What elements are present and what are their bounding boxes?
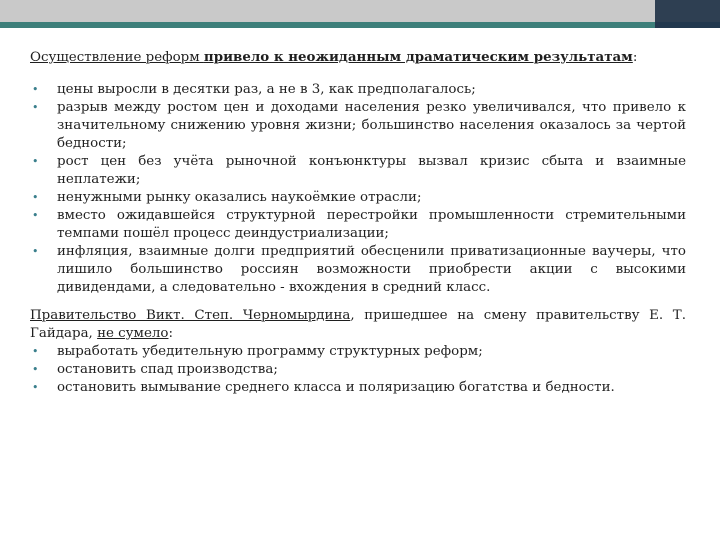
list-item: • вместо ожидавшейся структурной перестройки промышленности стремительными темпами пошёл процесс деиндустриализации;	[32, 208, 686, 241]
bullet-icon: •	[32, 209, 39, 222]
bullet-icon: •	[32, 83, 39, 96]
list-item: • цены выросли в десятки раз, а не в 3, как предполагалось;	[32, 82, 476, 97]
bullet-icon: •	[32, 381, 39, 394]
list-item: • ненужными рынку оказались наукоёмкие отрасли;	[32, 190, 422, 205]
intro-colon: :	[632, 50, 638, 65]
list-item: • остановить спад производства;	[32, 362, 278, 377]
government-paragraph	[30, 307, 686, 343]
bullet-icon: •	[32, 245, 39, 258]
government-colon: :	[168, 326, 173, 341]
government-failed: не сумело	[97, 326, 169, 341]
intro-emphasis: привело к неожиданным драматическим результатам	[203, 49, 633, 65]
government-name: Правительство Викт. Степ. Черномырдина	[30, 308, 351, 323]
government-middle: , пришедшее на смену правительству Е. Т. Гайдара,	[30, 308, 686, 341]
bullet-icon: •	[32, 363, 39, 376]
accent-stripe	[0, 22, 720, 28]
results-list	[30, 81, 686, 297]
accent-corner-block	[655, 22, 720, 28]
header-bar	[0, 0, 720, 22]
list-item: • остановить вымывание среднего класса и поляризацию богатства и бедности.	[32, 380, 615, 395]
slide-content	[30, 48, 686, 397]
list-item: • инфляция, взаимные долги предприятий обесценили приватизационные ваучеры, что лишило большинство россиян возможности приобрести акции с высокими дивидендами, а следовательно - вхождения в средний класс.	[32, 244, 686, 295]
bullet-icon: •	[32, 101, 39, 114]
list-item: • рост цен без учёта рыночной конъюнктуры вызвал кризис сбыта и взаимные неплатежи;	[32, 154, 686, 187]
bullet-icon: •	[32, 191, 39, 204]
bullet-icon: •	[32, 155, 39, 168]
intro-paragraph	[30, 48, 686, 67]
intro-text: Осуществление реформ	[30, 50, 204, 65]
failures-list	[30, 343, 686, 397]
header-corner-block	[655, 0, 720, 22]
bullet-icon: •	[32, 345, 39, 358]
list-item: • разрыв между ростом цен и доходами населения резко увеличивался, что привело к значительному снижению уровня жизни; большинство населения оказалось за чертой бедности;	[32, 100, 686, 151]
list-item: • выработать убедительную программу структурных реформ;	[32, 344, 483, 359]
